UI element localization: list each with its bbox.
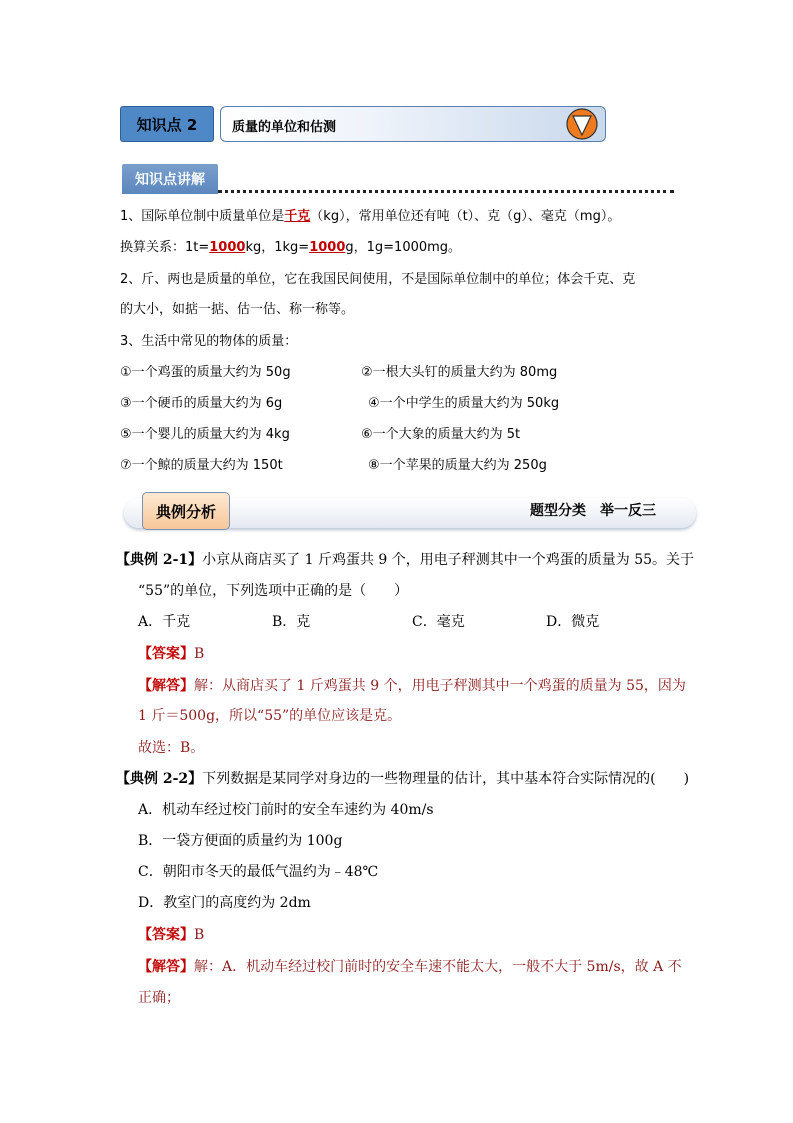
- list-item: ⑧一个苹果的质量大约为 250g: [368, 458, 547, 473]
- answer-value: B: [194, 927, 205, 943]
- list-item: ⑥一个大象的质量大约为 5t: [361, 427, 521, 442]
- example-2-1-line-2: “55”的单位，下列选项中正确的是（ ）: [138, 583, 409, 599]
- list-item: ①一个鸡蛋的质量大约为 50g: [120, 365, 291, 380]
- option-c: C．朝阳市冬天的最低气温约为﹣48℃: [138, 864, 379, 880]
- paragraph-2: [120, 239, 461, 257]
- list-item: ⑤一个婴儿的质量大约为 4kg: [120, 427, 290, 442]
- solution-label: 【解答】: [138, 959, 194, 975]
- choice-line: 故选：B。: [138, 740, 205, 756]
- highlight-kilogram: 千克: [284, 209, 311, 224]
- option-d: D．微克: [546, 614, 600, 630]
- highlight-1000: 1000: [209, 240, 246, 255]
- text: （kg），常用单位还有吨（t）、克（g）、毫克（mg）。: [310, 209, 621, 224]
- knowledge-point-title: 质量的单位和估测: [232, 120, 337, 135]
- list-item: ②一根大头钉的质量大约为 80mg: [361, 365, 558, 380]
- answer-label: 【答案】: [138, 646, 194, 662]
- list-item: ④一个中学生的质量大约为 50kg: [368, 396, 560, 411]
- option-a: A．千克: [138, 614, 191, 630]
- text: 从商店买了 1 斤鸡蛋共 9 个，用电子秤测其中一个鸡蛋的质量为 55，因为: [222, 678, 686, 694]
- option-a: A．机动车经过校门前时的安全车速约为 40m/s: [138, 802, 434, 818]
- option-d: D．教室门的高度约为 2dm: [138, 895, 311, 911]
- text: 换算关系：1t=: [120, 240, 210, 255]
- text: kg，1kg=: [245, 240, 310, 255]
- section-tag: 知识点讲解: [122, 164, 218, 194]
- section-divider: [218, 190, 674, 193]
- text: 1、国际单位制中质量单位是: [120, 209, 285, 224]
- option-b: B．克: [272, 614, 311, 630]
- example-label: 【典例 2-2】: [116, 771, 203, 787]
- text: 解：: [194, 678, 222, 694]
- answer-value: B: [194, 646, 205, 662]
- paragraph-1: [120, 208, 620, 226]
- paragraph-3: 2、斤、两也是质量的单位，它在我国民间使用，不是国际单位制中的单位；体会千克、克: [120, 272, 636, 287]
- paragraph-4: 的大小，如掂一掂、估一估、称一称等。: [120, 302, 355, 317]
- solution-line-2: 正确；: [138, 990, 180, 1006]
- answer-line: [138, 644, 204, 664]
- solution-line-2: 1 斤＝500g，所以“55”的单位应该是克。: [138, 708, 402, 724]
- list-item: ③一个硬币的质量大约为 6g: [120, 396, 283, 411]
- examples-tag: 典例分析: [142, 492, 230, 530]
- list-item: ⑦一个鲸的质量大约为 150t: [120, 458, 283, 473]
- examples-subtitle: 题型分类 举一反三: [530, 503, 656, 519]
- option-b: B．一袋方便面的质量约为 100g: [138, 833, 343, 849]
- text: 小京从商店买了 1 斤鸡蛋共 9 个，用电子秤测其中一个鸡蛋的质量为 55。关于: [202, 552, 695, 568]
- highlight-1000: 1000: [309, 240, 346, 255]
- solution-line-1: [138, 676, 686, 696]
- solution-label: 【解答】: [138, 678, 194, 694]
- text: g，1g=1000mg。: [345, 240, 462, 255]
- text: A．机动车经过校门前时的安全车速不能太大，一般不大于 5m/s，故 A 不: [222, 959, 682, 975]
- option-c: C．毫克: [412, 614, 465, 630]
- example-2-2-line-1: [116, 769, 689, 789]
- answer-line: [138, 925, 204, 945]
- answer-label: 【答案】: [138, 927, 194, 943]
- paragraph-5: 3、生活中常见的物体的质量：: [120, 334, 298, 349]
- example-label: 【典例 2-1】: [116, 552, 203, 568]
- solution-line-1: [138, 957, 682, 977]
- text: 下列数据是某同学对身边的一些物理量的估计，其中基本符合实际情况的( ): [202, 771, 690, 787]
- example-2-1-line-1: [116, 550, 694, 570]
- triangle-down-icon: [566, 108, 598, 140]
- knowledge-point-tag: 知识点 2: [120, 106, 214, 142]
- text: 解：: [194, 959, 222, 975]
